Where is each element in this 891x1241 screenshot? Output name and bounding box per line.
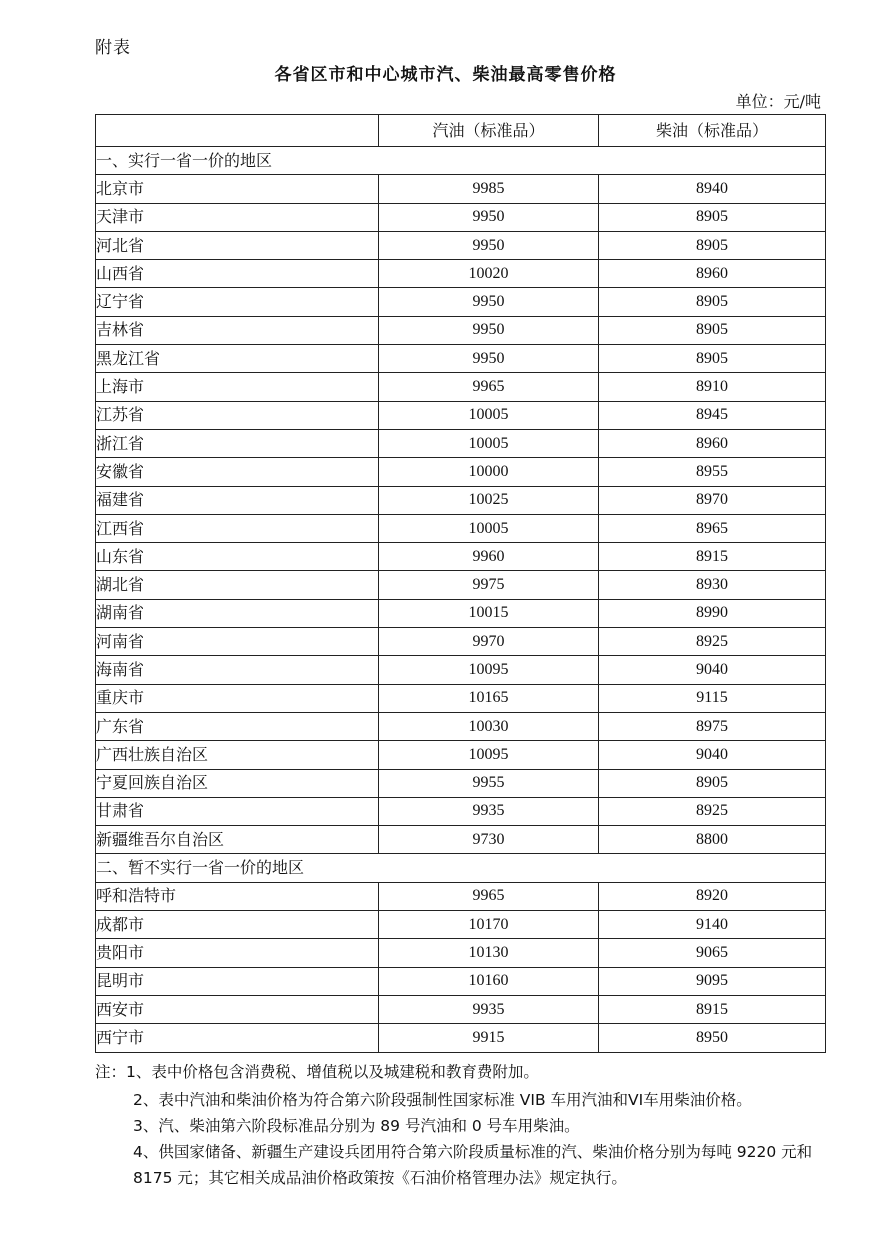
note-4: 4、供国家储备、新疆生产建设兵团用符合第六阶段质量标准的汽、柴油价格分别为每吨 9220 元和 8175 元；其它相关成品油价格政策按《石油价格管理办法》规定执行。 (133, 1143, 813, 1187)
gasoline-price: 9730 (379, 826, 599, 854)
region-name: 黑龙江省 (96, 345, 379, 373)
gasoline-price: 10020 (379, 260, 599, 288)
table-row (96, 939, 826, 967)
gasoline-price: 10130 (379, 939, 599, 967)
table-body (96, 147, 826, 1053)
table-row (96, 345, 826, 373)
region-name: 昆明市 (96, 967, 379, 995)
diesel-price: 8965 (599, 514, 826, 542)
table-row (96, 203, 826, 231)
diesel-price: 8905 (599, 769, 826, 797)
appendix-label: 附表 (95, 38, 131, 58)
gasoline-price: 9950 (379, 345, 599, 373)
table-row (96, 1024, 826, 1052)
gasoline-price: 9970 (379, 628, 599, 656)
section-label: 二、暂不实行一省一价的地区 (96, 854, 826, 882)
diesel-price: 8910 (599, 373, 826, 401)
region-name: 海南省 (96, 656, 379, 684)
gasoline-price: 10165 (379, 684, 599, 712)
diesel-price: 8960 (599, 429, 826, 457)
table-row (96, 458, 826, 486)
note-2: 2、表中汽油和柴油价格为符合第六阶段强制性国家标准 VIB 车用汽油和VI车用柴油价格。 (133, 1091, 752, 1109)
region-name: 北京市 (96, 175, 379, 203)
table-row (96, 826, 826, 854)
table-row (96, 288, 826, 316)
unit-label: 单位：元/吨 (735, 92, 821, 111)
table-row (96, 401, 826, 429)
diesel-price: 8925 (599, 628, 826, 656)
diesel-price: 8905 (599, 288, 826, 316)
diesel-price: 9115 (599, 684, 826, 712)
region-name: 成都市 (96, 911, 379, 939)
table-row (96, 882, 826, 910)
gasoline-price: 9955 (379, 769, 599, 797)
section-row (96, 147, 826, 175)
gasoline-price: 9950 (379, 231, 599, 259)
region-name: 广西壮族自治区 (96, 741, 379, 769)
header-gasoline: 汽油（标准品） (379, 115, 599, 147)
region-name: 安徽省 (96, 458, 379, 486)
diesel-price: 8970 (599, 486, 826, 514)
region-name: 河北省 (96, 231, 379, 259)
diesel-price: 8915 (599, 543, 826, 571)
price-table (95, 114, 826, 1053)
table-row (96, 797, 826, 825)
gasoline-price: 9965 (379, 882, 599, 910)
region-name: 贵阳市 (96, 939, 379, 967)
table-row (96, 514, 826, 542)
diesel-price: 9140 (599, 911, 826, 939)
gasoline-price: 10005 (379, 401, 599, 429)
region-name: 湖南省 (96, 599, 379, 627)
diesel-price: 8960 (599, 260, 826, 288)
diesel-price: 8905 (599, 203, 826, 231)
diesel-price: 8905 (599, 231, 826, 259)
gasoline-price: 10160 (379, 967, 599, 995)
table-row (96, 231, 826, 259)
gasoline-price: 9915 (379, 1024, 599, 1052)
document-title: 各省区市和中心城市汽、柴油最高零售价格 (274, 65, 617, 85)
region-name: 河南省 (96, 628, 379, 656)
header-region (96, 115, 379, 147)
diesel-price: 8905 (599, 316, 826, 344)
region-name: 天津市 (96, 203, 379, 231)
table-row (96, 599, 826, 627)
diesel-price: 8955 (599, 458, 826, 486)
table-row (96, 486, 826, 514)
table-header-row (96, 115, 826, 147)
gasoline-price: 9985 (379, 175, 599, 203)
note-1: 注：1、表中价格包含消费税、增值税以及城建税和教育费附加。 (95, 1063, 539, 1081)
region-name: 福建省 (96, 486, 379, 514)
region-name: 江西省 (96, 514, 379, 542)
diesel-price: 8945 (599, 401, 826, 429)
table-row (96, 967, 826, 995)
table-row (96, 316, 826, 344)
region-name: 山东省 (96, 543, 379, 571)
table-row (96, 543, 826, 571)
gasoline-price: 9950 (379, 288, 599, 316)
diesel-price: 8915 (599, 995, 826, 1023)
table-row (96, 995, 826, 1023)
region-name: 西安市 (96, 995, 379, 1023)
gasoline-price: 10005 (379, 429, 599, 457)
gasoline-price: 10095 (379, 741, 599, 769)
note-3: 3、汽、柴油第六阶段标准品分别为 89 号汽油和 0 号车用柴油。 (133, 1117, 580, 1135)
diesel-price: 9065 (599, 939, 826, 967)
gasoline-price: 9950 (379, 203, 599, 231)
diesel-price: 8990 (599, 599, 826, 627)
table-row (96, 628, 826, 656)
table-row (96, 175, 826, 203)
diesel-price: 8975 (599, 712, 826, 740)
region-name: 广东省 (96, 712, 379, 740)
section-row (96, 854, 826, 882)
gasoline-price: 10095 (379, 656, 599, 684)
gasoline-price: 9950 (379, 316, 599, 344)
gasoline-price: 10170 (379, 911, 599, 939)
region-name: 辽宁省 (96, 288, 379, 316)
table-row (96, 684, 826, 712)
gasoline-price: 9935 (379, 995, 599, 1023)
diesel-price: 9040 (599, 741, 826, 769)
region-name: 宁夏回族自治区 (96, 769, 379, 797)
diesel-price: 9095 (599, 967, 826, 995)
region-name: 江苏省 (96, 401, 379, 429)
table-row (96, 712, 826, 740)
gasoline-price: 9965 (379, 373, 599, 401)
diesel-price: 9040 (599, 656, 826, 684)
diesel-price: 8920 (599, 882, 826, 910)
region-name: 呼和浩特市 (96, 882, 379, 910)
diesel-price: 8950 (599, 1024, 826, 1052)
diesel-price: 8930 (599, 571, 826, 599)
gasoline-price: 9975 (379, 571, 599, 599)
table-row (96, 260, 826, 288)
gasoline-price: 10005 (379, 514, 599, 542)
header-diesel: 柴油（标准品） (599, 115, 826, 147)
table-row (96, 429, 826, 457)
region-name: 湖北省 (96, 571, 379, 599)
gasoline-price: 10030 (379, 712, 599, 740)
table-row (96, 741, 826, 769)
region-name: 浙江省 (96, 429, 379, 457)
region-name: 新疆维吾尔自治区 (96, 826, 379, 854)
gasoline-price: 10025 (379, 486, 599, 514)
gasoline-price: 10015 (379, 599, 599, 627)
table-row (96, 373, 826, 401)
region-name: 上海市 (96, 373, 379, 401)
diesel-price: 8940 (599, 175, 826, 203)
region-name: 甘肃省 (96, 797, 379, 825)
section-label: 一、实行一省一价的地区 (96, 147, 826, 175)
diesel-price: 8925 (599, 797, 826, 825)
table-row (96, 656, 826, 684)
region-name: 西宁市 (96, 1024, 379, 1052)
diesel-price: 8800 (599, 826, 826, 854)
gasoline-price: 10000 (379, 458, 599, 486)
gasoline-price: 9935 (379, 797, 599, 825)
table-row (96, 571, 826, 599)
diesel-price: 8905 (599, 345, 826, 373)
gasoline-price: 9960 (379, 543, 599, 571)
table-row (96, 769, 826, 797)
table-row (96, 911, 826, 939)
region-name: 吉林省 (96, 316, 379, 344)
notes-block (95, 1059, 825, 1191)
region-name: 山西省 (96, 260, 379, 288)
region-name: 重庆市 (96, 684, 379, 712)
